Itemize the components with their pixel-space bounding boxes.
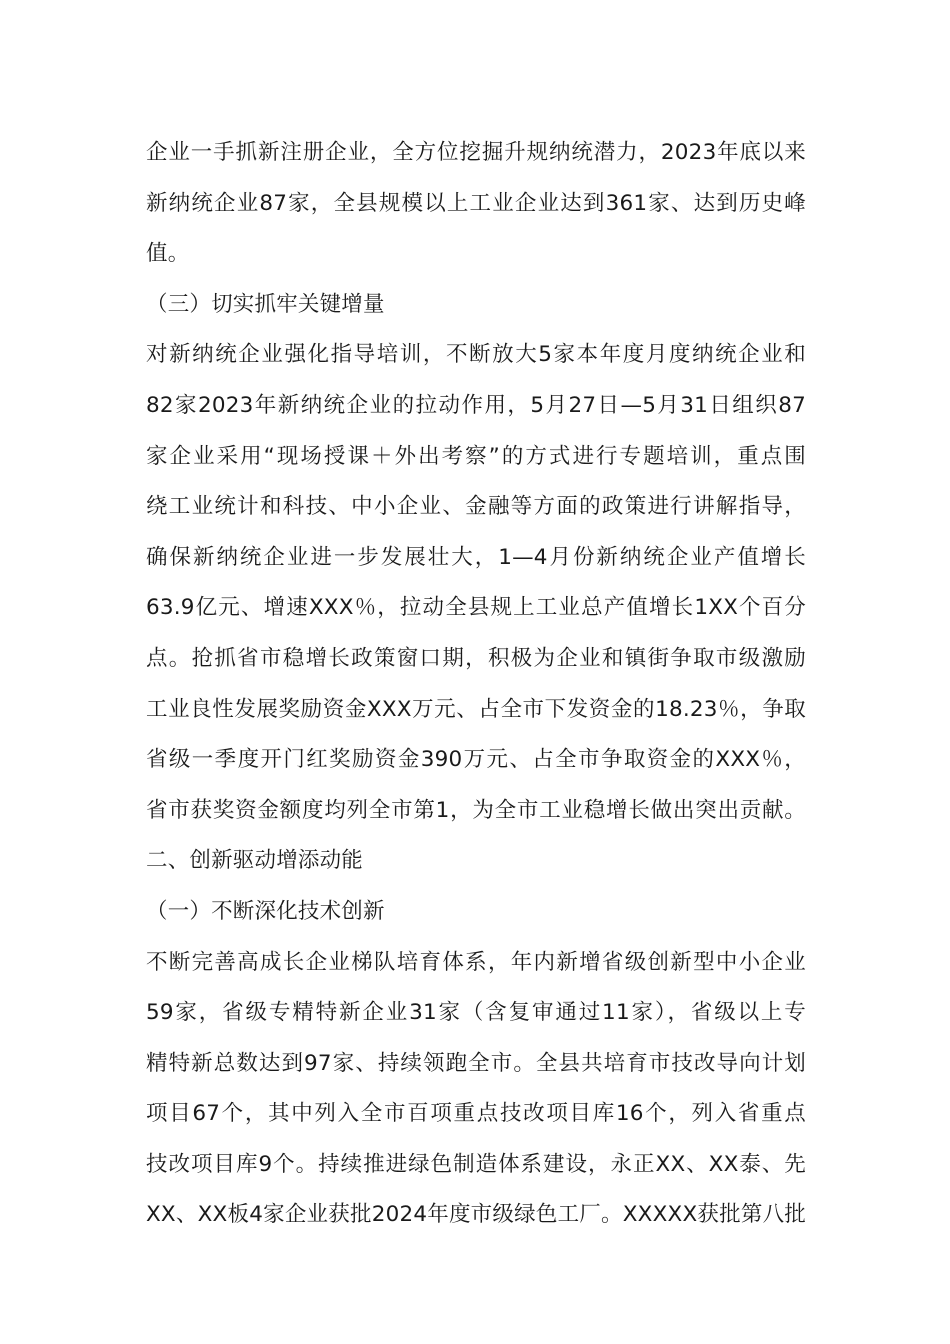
paragraph-line: 值。 — [146, 241, 190, 267]
paragraph-line: 项目67个，其中列入全市百项重点技改项目库16个，列入省重点 — [146, 1101, 806, 1127]
paragraph-line: 不断完善高成长企业梯队培育体系，年内新增省级创新型中小企业 — [146, 949, 806, 975]
paragraph-line: （三）切实抓牢关键增量 — [146, 291, 385, 317]
paragraph-line: 确保新纳统企业进一步发展壮大，1—4月份新纳统企业产值增长 — [146, 544, 806, 570]
paragraph-line: 新纳统企业87家，全县规模以上工业企业达到361家、达到历史峰 — [146, 190, 806, 216]
document-page — [146, 128, 806, 1241]
paragraph-line: 59家，省级专精特新企业31家（含复审通过11家），省级以上专 — [146, 1000, 806, 1026]
paragraph-line: 二、创新驱动增添动能 — [146, 848, 364, 874]
paragraph-line: 企业一手抓新注册企业，全方位挖掘升规纳统潜力，2023年底以来 — [146, 140, 806, 165]
paragraph-line: XX、XX板4家企业获批2024年度市级绿色工厂。XXXXX获批第八批 — [146, 1202, 806, 1228]
paragraph-line: 82家2023年新纳统企业的拉动作用，5月27日—5月31日组织87 — [146, 392, 806, 418]
paragraph-line: 省市获奖资金额度均列全市第1，为全市工业稳增长做出突出贡献。 — [146, 797, 806, 823]
paragraph-line: 点。抢抓省市稳增长政策窗口期，积极为企业和镇街争取市级激励 — [146, 645, 806, 671]
paragraph-line: 绕工业统计和科技、中小企业、金融等方面的政策进行讲解指导， — [146, 494, 806, 520]
paragraph-line: 家企业采用“现场授课＋外出考察”的方式进行专题培训，重点围 — [146, 443, 806, 469]
paragraph-line: 63.9亿元、增速XXX％，拉动全县规上工业总产值增长1XX个百分 — [146, 595, 806, 621]
paragraph-line: 精特新总数达到97家、持续领跑全市。全县共培育市技改导向计划 — [146, 1050, 806, 1076]
paragraph-line: 对新纳统企业强化指导培训，不断放大5家本年度月度纳统企业和 — [146, 342, 806, 368]
paragraph-line: 省级一季度开门红奖励资金390万元、占全市争取资金的XXX％， — [146, 747, 806, 773]
paragraph-line: 工业良性发展奖励资金XXX万元、占全市下发资金的18.23％，争取 — [146, 696, 806, 722]
paragraph-line: 技改项目库9个。持续推进绿色制造体系建设，永正XX、XX泰、先 — [146, 1151, 806, 1177]
paragraph-line: （一）不断深化技术创新 — [146, 898, 385, 924]
